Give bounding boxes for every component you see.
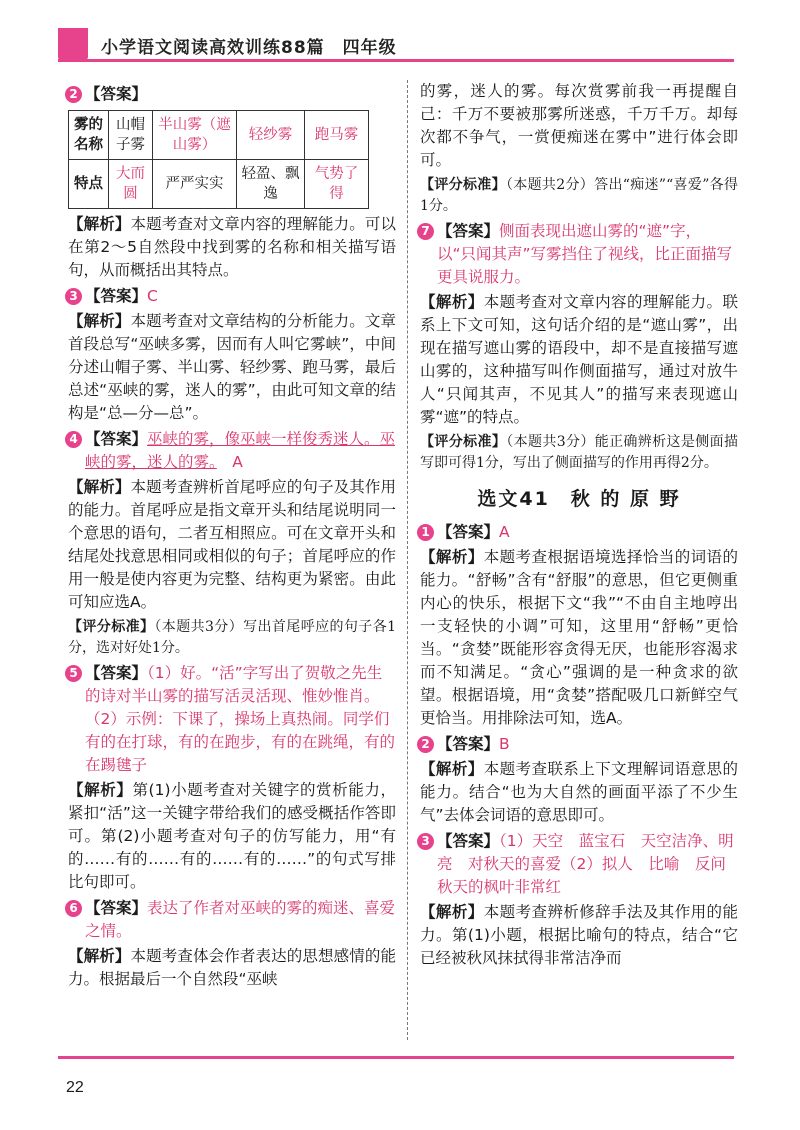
analysis-paragraph: [420, 758, 738, 827]
table-cell: 轻盈、飘逸: [237, 160, 305, 209]
question-number-badge: 2: [417, 736, 434, 753]
analysis-tag: 【解析】: [68, 781, 133, 799]
question-number-badge: 3: [65, 288, 82, 305]
analysis-tag: 【解析】: [68, 215, 131, 233]
answer-tag: 【答案】: [85, 85, 148, 103]
question-2: [65, 83, 396, 106]
analysis-text: 本题考查根据语境选择恰当的词语的能力。“舒畅”含有“舒服”的意思，但它更侧重内心的快乐，根据下文“我”“不由自主地哼出一支轻快的小调”可知，这里用“舒畅”更恰当。“贪婪”既能形容贪得无厌，也能形容渴求而不知满足。“贪心”强调的是一种贪求的欲望。根据语境，用“贪婪”搭配吸几口新鲜空气更恰当。用排除法可知，选A。: [420, 548, 738, 727]
answer-text: （1）好。“活”字写出了贺敬之先生的诗对半山雾的描写活灵活现、惟妙惟肖。（2）示例：下课了，操场上真热闹。同学们有的在打球，有的在跑步，有的在跳绳，有的在踢毽子: [85, 664, 396, 774]
answer-tag: 【答案】: [437, 523, 500, 541]
analysis-tag: 【解析】: [420, 293, 484, 311]
analysis-paragraph: [68, 779, 396, 894]
question-4: [65, 428, 396, 474]
question-number-badge: 3: [417, 833, 434, 850]
table-cell: 半山雾（遮山雾）: [153, 111, 237, 160]
question-number-badge: 5: [65, 665, 82, 682]
section-question-2: [417, 733, 738, 756]
answer-text: 侧面表现出遮山雾的“遮”字，以“只闻其声”写雾挡住了视线，比正面描写更具说服力。: [437, 222, 733, 286]
question-number-badge: 2: [65, 86, 82, 103]
header-rule: [58, 59, 734, 62]
table-cell: 严严实实: [153, 160, 237, 209]
answer-text: （1）天空 蓝宝石 天空洁净、明亮 对秋天的喜爱（2）拟人 比喻 反问 秋天的枫叶非常红: [437, 832, 742, 896]
answer-text: C: [147, 287, 158, 305]
score-text: （本题共3分）能正确辨析这是侧面描写即可得1分，写出了侧面描写的作用再得2分。: [420, 434, 739, 471]
question-number-badge: 7: [417, 223, 434, 240]
analysis-paragraph: [420, 546, 738, 730]
analysis-tag: 【解析】: [68, 947, 131, 965]
analysis-text: 本题考查体会作者表达的思想感情的能力。根据最后一个自然段“巫峡: [68, 947, 396, 988]
analysis-paragraph: [68, 945, 396, 991]
section-title: 选文41 秋 的 原 野: [477, 488, 681, 510]
answer-text: A: [499, 523, 510, 541]
footer-rule: [58, 1056, 734, 1059]
question-number-badge: 1: [417, 524, 434, 541]
question-7: [417, 220, 738, 289]
question-3: [65, 285, 396, 308]
table-cell: 大而圆: [109, 160, 153, 209]
book-title: 小学语文阅读高效训练88篇 四年级: [101, 38, 397, 58]
analysis-paragraph: [420, 291, 738, 429]
table-row: [69, 111, 369, 160]
analysis-tag: 【解析】: [420, 760, 484, 778]
score-paragraph: [68, 617, 396, 659]
section-question-3: [417, 830, 742, 899]
answer-text: 表达了作者对巫峡的雾的痴迷、喜爱之情。: [85, 899, 396, 940]
analysis-tag: 【解析】: [68, 478, 131, 496]
page-header: [0, 28, 800, 62]
analysis-tag: 【解析】: [420, 548, 484, 566]
table-cell: 轻纱雾: [237, 111, 305, 160]
score-tag: 【评分标准】: [68, 619, 155, 635]
score-tag: 【评分标准】: [420, 434, 507, 450]
score-paragraph: [420, 175, 738, 217]
answer-tag: 【答案】: [437, 832, 500, 850]
analysis-text: 本题考查对文章结构的分析能力。文章首段总写“巫峡多雾，因而有人叫它雾峡”，中间分述山帽子雾、半山雾、轻纱雾、跑马雾，最后总述“巫峡的雾，迷人的雾”，由此可知文章的结构是“总—分—总”。: [68, 312, 396, 422]
answer-tag: 【答案】: [85, 899, 148, 917]
analysis-paragraph: [68, 476, 396, 614]
answer-text: B: [499, 735, 510, 753]
table-header-cell: 雾的名称: [69, 111, 109, 160]
page-number: 22: [66, 1079, 84, 1096]
question-6: [65, 897, 396, 943]
answer-text: 巫峡的雾，像巫峡一样俊秀迷人。巫峡的雾，迷人的雾。: [85, 430, 396, 471]
analysis-paragraph: [68, 310, 396, 425]
analysis-text: 本题考查对文章内容的理解能力。可以在第2～5自然段中找到雾的名称和相关描写语句，从而概括出其特点。: [68, 215, 396, 279]
answer-tag: 【答案】: [85, 287, 148, 305]
analysis-tag: 【解析】: [68, 312, 131, 330]
table-cell: 山帽子雾: [109, 111, 153, 160]
left-column: [68, 80, 396, 994]
score-tag: 【评分标准】: [420, 177, 506, 193]
answer-tag: 【答案】: [437, 735, 500, 753]
analysis-text: 本题考查辨析修辞手法及其作用的能力。第(1)小题，根据比喻句的特点，结合“它已经被秋风抹拭得非常洁净而: [420, 903, 738, 967]
analysis-text: 本题考查联系上下文理解词语意思的能力。结合“也为大自然的画面平添了不少生气”去体会词语的意思即可。: [420, 760, 738, 824]
table-header-cell: 特点: [69, 160, 109, 209]
analysis-continuation: 的雾，迷人的雾。每次赏雾前我一再提醒自己：千万不要被那雾所迷惑，千万千万。却每次都不争气，一赏便痴迷在雾中”进行体会即可。: [420, 82, 738, 169]
answer-choice: A: [216, 453, 243, 471]
header-color-block: [58, 28, 88, 60]
analysis-text: 本题考查对文章内容的理解能力。联系上下文可知，这句话介绍的是“遮山雾”，出现在描写遮山雾的语段中，却不是直接描写遮山雾的，这种描写叫作侧面描写，通过对放牛人“只闻其声，不见其人”的描写来表现遮山雾“遮”的特点。: [420, 293, 738, 426]
column-divider: [407, 80, 408, 1040]
analysis-tag: 【解析】: [420, 903, 484, 921]
fog-table: [68, 110, 369, 209]
analysis-text: 第(1)小题考查对关键字的赏析能力，紧扣“活”这一关键字带给我们的感受概括作答即可。第(2)小题考查对句子的仿写能力，用“有的……有的……有的……有的……”的句式写排比句即可。: [68, 781, 396, 891]
table-row: [69, 160, 369, 209]
question-5: [65, 662, 396, 777]
analysis-text: 本题考查辨析首尾呼应的句子及其作用的能力。首尾呼应是指文章开头和结尾说明同一个意思的语句，二者互相照应。可在文章开头和结尾处找意思相同或相似的句子；首尾呼应的作用一般是使内容更为完整、结构更为紧密。由此可知应选A。: [68, 478, 396, 611]
score-text: （本题共3分）写出首尾呼应的句子各1分，选对好处1分。: [68, 619, 396, 656]
answer-tag: 【答案】: [437, 222, 500, 240]
table-cell: 气势了得: [305, 160, 369, 209]
answer-tag: 【答案】: [85, 430, 148, 448]
question-number-badge: 4: [65, 431, 82, 448]
section-question-1: [417, 521, 738, 544]
score-text: （本题共2分）答出“痴迷”“喜爱”各得1分。: [420, 177, 738, 214]
analysis-paragraph: [420, 901, 738, 970]
analysis-paragraph: [68, 213, 396, 282]
right-column: [420, 80, 742, 973]
question-number-badge: 6: [65, 900, 82, 917]
table-cell: 跑马雾: [305, 111, 369, 160]
answer-tag: 【答案】: [85, 664, 148, 682]
score-paragraph: [420, 432, 738, 474]
